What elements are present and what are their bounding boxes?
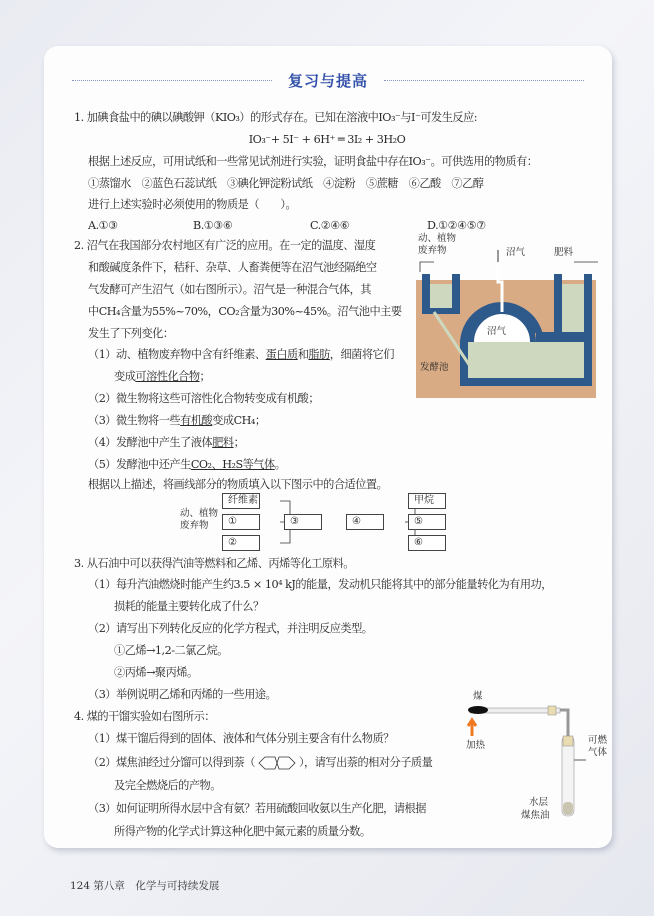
q1-stem: 1. 加碘食盐中的碘以碘酸钾（KIO₃）的形式存在。已知在溶液中IO₃⁻与I⁻可发生反应: xyxy=(74,111,478,124)
text: 变成CH₄； xyxy=(212,414,266,427)
text: 。 xyxy=(274,458,286,471)
flow-box-methane: 甲烷 xyxy=(408,493,446,509)
naphthalene-structure xyxy=(255,755,299,771)
q4-stem: 4. 煤的干馏实验如右图所示： xyxy=(74,710,215,723)
underlined-term: 有机酸 xyxy=(180,414,213,427)
q2-line: 中CH₄含量为55%~70%，CO₂含量为30%~45%。沼气池中主要 xyxy=(88,305,402,318)
flame-arrow-icon xyxy=(468,720,476,736)
q4-sub2 xyxy=(88,755,432,771)
label-combustible-gas: 可燃气体 xyxy=(588,735,608,758)
label-coal-tar: 煤焦油 xyxy=(521,810,550,821)
flow-box-3: ③ xyxy=(284,514,322,530)
q2-sub3 xyxy=(88,413,266,429)
text: ），请写出萘的相对分子质量 xyxy=(298,756,433,769)
page-footer xyxy=(70,878,219,893)
underlined-term: CO₂、H₂S等气体 xyxy=(190,458,275,471)
text: （5）发酵池中还产生 xyxy=(88,458,191,471)
q2-sub4 xyxy=(88,435,244,451)
q2-sub1 xyxy=(88,347,394,363)
label-biogas: 沼气 xyxy=(506,247,526,258)
underlined-term: 肥料 xyxy=(212,436,234,449)
chapter-title: 第八章 化学与可持续发展 xyxy=(93,880,220,892)
underlined-term: 脂肪 xyxy=(308,348,330,361)
q4-sub3: （3）如何证明所得水层中含有氨？若用硫酸回收氨以生产化肥，请根据 xyxy=(88,802,426,815)
label-tank: 发酵池 xyxy=(420,362,449,373)
flow-box-2: ② xyxy=(222,535,260,551)
flow-box-6: ⑥ xyxy=(408,535,446,551)
flow-box-4: ④ xyxy=(346,514,384,530)
label-water-layer: 水层 xyxy=(529,797,549,808)
label-fertilizer: 肥料 xyxy=(554,247,574,258)
text: （4）发酵池中产生了液体 xyxy=(88,436,213,449)
q1-option-a: A.①③ xyxy=(88,219,118,232)
q2-instruction: 根据以上描述，将画线部分的物质填入以下图示中的合适位置。 xyxy=(88,478,388,491)
q1-question: 进行上述实验时必须使用的物质是（ ）。 xyxy=(88,198,297,211)
text: ，细菌将它们 xyxy=(329,348,394,361)
q1-equation: IO₃⁻+ 5I⁻ + 6H⁺ ═ 3I₂ + 3H₂O xyxy=(248,133,406,146)
label-dome: 沼气 xyxy=(487,326,507,337)
q2-line: 发生了下列变化： xyxy=(88,327,174,340)
q3-sub2: （2）请写出下列转化反应的化学方程式，并注明反应类型。 xyxy=(88,622,373,635)
text: （1）动、植物废弃物中含有纤维素、 xyxy=(88,348,266,361)
q2-sub2: （2）微生物将这些可溶性化合物转变成有机酸； xyxy=(88,392,320,405)
q1-option-b: B.①③⑥ xyxy=(193,219,233,232)
text: （2）煤焦油经过分馏可以得到萘（ xyxy=(88,756,255,769)
q3-sub2a: ①乙烯→1,2-二氯乙烷。 xyxy=(114,644,228,657)
text: ； xyxy=(199,370,211,383)
q4-sub3-cont: 所得产物的化学式计算这种化肥中氮元素的质量分数。 xyxy=(114,825,371,838)
q2-sub1-cont xyxy=(114,369,210,385)
flow-box-cellulose: 纤维素 xyxy=(222,493,260,509)
q3-sub1: （1）每升汽油燃烧时能产生约3.5 × 10⁴ kJ的能量，发动机只能将其中的部分能量转化为有用功， xyxy=(88,578,552,591)
text: 变成 xyxy=(114,370,136,383)
q2-line: 2. 沼气在我国部分农村地区有广泛的应用。在一定的温度、湿度 xyxy=(74,239,376,252)
q4-sub1: （1）煤干馏后得到的固体、液体和气体分别主要含有什么物质？ xyxy=(88,732,394,745)
label-waste: 动、植物废弃物 xyxy=(418,233,457,256)
page-number: 124 xyxy=(70,880,91,892)
q3-stem: 3. 从石油中可以获得汽油等燃料和乙烯、丙烯等化工原料。 xyxy=(74,557,354,570)
text: （3）微生物将一些 xyxy=(88,414,181,427)
q4-sub2-cont: 及完全燃烧后的产物。 xyxy=(114,779,221,792)
flow-source: 动、植物废弃物 xyxy=(180,508,219,531)
q3-sub3: （3）举例说明乙烯和丙烯的一些用途。 xyxy=(88,688,277,701)
q1-option-d: D.①②④⑤⑦ xyxy=(427,219,486,232)
flow-box-1: ① xyxy=(222,514,260,530)
q3-sub2b: ②丙烯→聚丙烯。 xyxy=(114,666,198,679)
label-coal: 煤 xyxy=(473,691,483,702)
q2-line: 气发酵可产生沼气（如右图所示）。沼气是一种混合气体，其 xyxy=(88,283,371,296)
text: ； xyxy=(233,436,245,449)
q1-option-c: C.②④⑥ xyxy=(310,219,350,232)
text: 和 xyxy=(297,348,309,361)
q1-materials: ①蒸馏水 ②蓝色石蕊试纸 ③碘化钾淀粉试纸 ④淀粉 ⑤蔗糖 ⑥乙酸 ⑦乙醇 xyxy=(88,177,484,190)
label-heat: 加热 xyxy=(466,740,486,751)
flow-box-5: ⑤ xyxy=(408,514,446,530)
q2-sub5 xyxy=(88,457,285,473)
q1-text: 根据上述反应，可用试纸和一些常见试剂进行实验，证明食盐中存在IO₃⁻。可供选用的物质有： xyxy=(88,155,538,168)
q3-sub1-cont: 损耗的能量主要转化成了什么？ xyxy=(114,600,264,613)
section-title: 复习与提高 xyxy=(287,72,368,90)
underlined-term: 蛋白质 xyxy=(265,348,298,361)
section-header xyxy=(72,70,584,90)
coal-distillation-figure xyxy=(456,690,586,820)
q2-line: 和酸碱度条件下，秸秆、杂草、人畜粪便等在沼气池经隔绝空 xyxy=(88,261,377,274)
underlined-term: 可溶性化合物 xyxy=(135,370,200,383)
